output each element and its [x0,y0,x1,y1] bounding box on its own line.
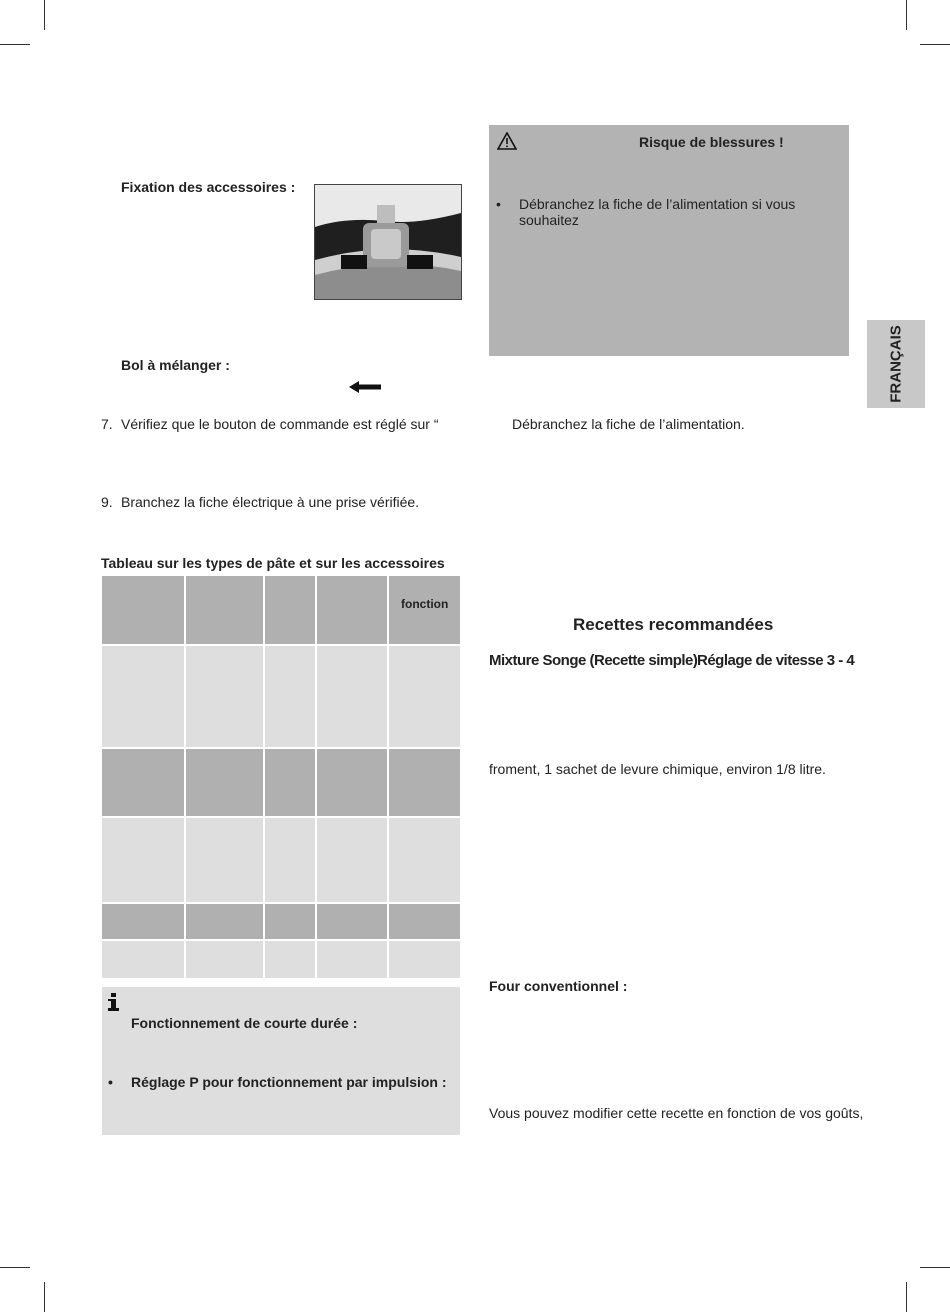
accessory-photo [314,184,462,300]
table-cell [317,818,387,902]
table-row [102,646,460,747]
arrow-left-icon [349,380,381,396]
table-cell [317,904,387,939]
crop-mark [920,1267,950,1268]
warning-triangle-icon [497,132,517,153]
info-heading-pulse: Réglage P pour fonctionnement par impulsion : [131,1074,447,1090]
table-cell [265,818,315,902]
recipe-title: Mixture Songe (Recette simple) [489,652,698,669]
crop-mark [906,1282,907,1312]
step-7-text: Vérifiez que le bouton de commande est réglé sur “ [121,416,439,432]
table-row [102,818,460,902]
step-7-number: 7. [101,416,113,432]
table-cell [265,749,315,816]
table-cell [317,749,387,816]
table-cell [389,749,460,816]
step-9-text: Branchez la fiche électrique à une prise vérifiée. [121,494,420,510]
table-cell [102,646,184,747]
table-cell [265,646,315,747]
table-row [102,749,460,816]
dough-table [102,576,460,978]
oven-heading: Four conventionnel : [489,978,628,994]
crop-mark [0,1267,30,1268]
recipes-heading: Recettes recommandées [573,615,774,634]
language-tab-label: FRANÇAIS [887,325,905,403]
bowl-heading: Bol à mélanger : [121,357,230,373]
table-row [102,941,460,978]
info-icon [108,993,119,1014]
table-cell [186,576,263,644]
table-title: Tableau sur les types de pâte et sur les accessoires [101,555,445,571]
table-cell [102,576,184,644]
table-cell [102,941,184,978]
unplug-text: Débranchez la fiche de l’alimentation. [512,416,745,432]
table-cell [389,941,460,978]
crop-mark [44,0,45,30]
table-cell [102,818,184,902]
table-cell [186,904,263,939]
table-cell [389,904,460,939]
fixation-heading: Fixation des accessoires : [121,179,296,195]
ingredients-text: froment, 1 sachet de levure chimique, environ 1/8 litre. [489,761,826,777]
info-box [102,987,460,1135]
table-cell [186,749,263,816]
recipe-speed: Réglage de vitesse 3 - 4 [697,652,855,669]
crop-mark [906,0,907,30]
crop-mark [0,44,30,45]
language-tab [867,320,925,408]
table-cell [186,941,263,978]
crop-mark [920,44,950,45]
table-cell [102,904,184,939]
table-cell [317,941,387,978]
table-cell [186,646,263,747]
step-9-number: 9. [101,494,113,510]
info-bullet: • [108,1074,113,1090]
table-cell [389,576,460,644]
table-cell [265,941,315,978]
warning-bullet: • [496,196,501,212]
warning-text: Débranchez la fiche de l’alimentation si vous souhaitez [519,196,796,228]
info-heading-short-operation: Fonctionnement de courte durée : [131,1015,358,1031]
table-cell [186,818,263,902]
table-row [102,904,460,939]
table-cell [389,818,460,902]
table-header-row [102,576,460,644]
crop-mark [44,1282,45,1312]
table-cell [265,576,315,644]
warning-title: Risque de blessures ! [639,134,784,150]
table-header-function: fonction [401,597,449,611]
warning-box [489,125,849,356]
table-cell [389,646,460,747]
table-cell [102,749,184,816]
table-cell [317,646,387,747]
table-cell [265,904,315,939]
table-cell [317,576,387,644]
recipe-note: Vous pouvez modifier cette recette en fonction de vos goûts, [489,1105,864,1121]
